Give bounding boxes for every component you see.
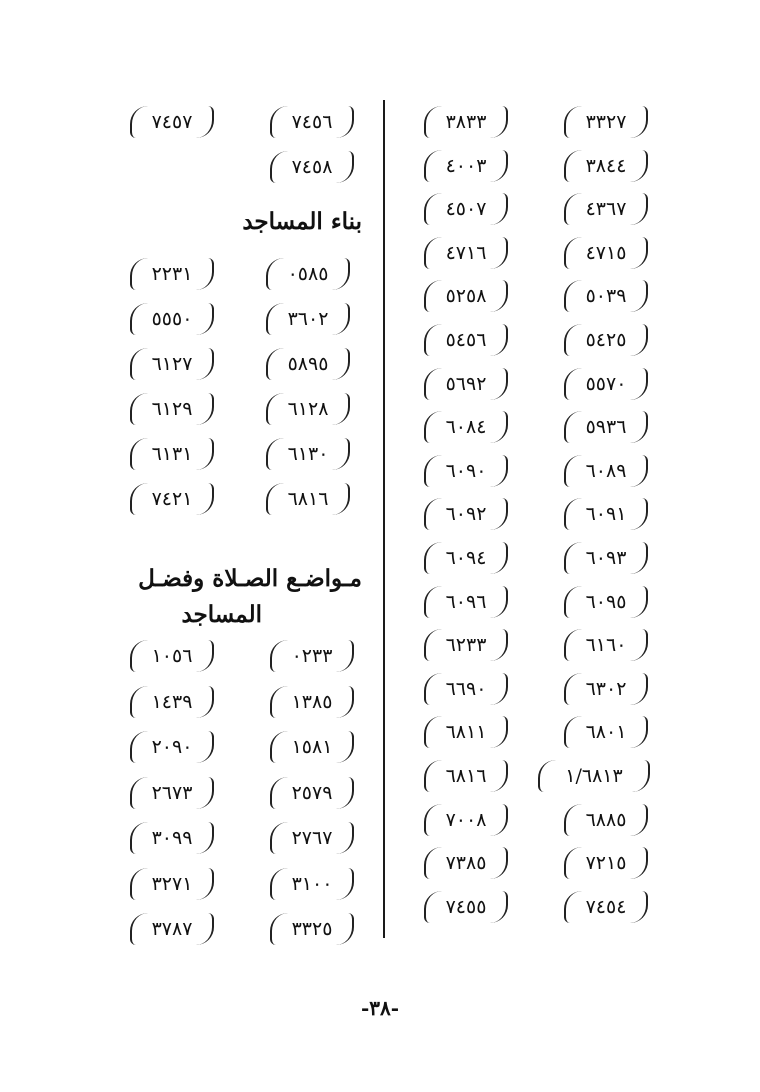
index-number: ٦٨١٦: [266, 483, 350, 515]
index-number: ٧٠٠٨: [424, 804, 508, 836]
index-number: ٢٦٧٣: [130, 777, 214, 809]
index-number: ١٥٨١: [270, 731, 354, 763]
index-row: [412, 411, 652, 455]
index-row: [130, 303, 360, 348]
index-number: ٦١٣١: [130, 438, 214, 470]
index-row: [130, 686, 360, 732]
index-row: [412, 716, 652, 760]
index-number: ٦١٢٧: [130, 348, 214, 380]
section-title-prayer-places-line1: مـواضـع الصـلاة وفضـل: [138, 565, 362, 592]
index-number: ٦٠٩٠: [424, 455, 508, 487]
index-number: ٥٤٥٦: [424, 324, 508, 356]
index-number: ٧٤٥٧: [130, 106, 214, 138]
index-number: ٦١٦٠: [564, 629, 648, 661]
index-number: ٣٨٣٣: [424, 106, 508, 138]
index-row: [130, 868, 360, 914]
index-number: ٠٢٣٣: [270, 640, 354, 672]
index-number: ٧٤٢١: [130, 483, 214, 515]
index-number: ٣٣٢٧: [564, 106, 648, 138]
index-row: [412, 324, 652, 368]
index-number: ٧٢١٥: [564, 847, 648, 879]
column-divider: [383, 100, 385, 938]
index-number: ٢٧٦٧: [270, 822, 354, 854]
index-number: ٦٠٩٦: [424, 586, 508, 618]
index-number: ٦٦٩٠: [424, 673, 508, 705]
index-number: ٣٠٩٩: [130, 822, 214, 854]
index-number: ١٣٨٥: [270, 686, 354, 718]
index-row: [412, 237, 652, 281]
section1-list: [130, 258, 360, 528]
index-number: ٦٠٩٤: [424, 542, 508, 574]
index-number: ٦٠٩٣: [564, 542, 648, 574]
index-number: ٣٢٧١: [130, 868, 214, 900]
index-number: ٦١٢٩: [130, 393, 214, 425]
index-row: [412, 498, 652, 542]
index-number: ٤٠٠٣: [424, 150, 508, 182]
index-number: ٦٠٩٥: [564, 586, 648, 618]
index-number: ٦٣٠٢: [564, 673, 648, 705]
index-number: ٣٦٠٢: [266, 303, 350, 335]
index-row: [412, 150, 652, 194]
section-title-building-mosques: بناء المساجد: [242, 208, 362, 235]
index-row: [412, 542, 652, 586]
index-number: ٦٨٠١: [564, 716, 648, 748]
index-number: ٥٥٥٠: [130, 303, 214, 335]
index-row: [412, 760, 652, 804]
index-number: ٧٣٨٥: [424, 847, 508, 879]
index-number: ٢٢٣١: [130, 258, 214, 290]
index-number: ١٤٣٩: [130, 686, 214, 718]
index-row: [130, 151, 360, 196]
index-number: ٥٥٧٠: [564, 368, 648, 400]
index-row: [412, 193, 652, 237]
section2-list: [130, 640, 360, 959]
index-number: ٥٩٣٦: [564, 411, 648, 443]
index-number: ٣٣٢٥: [270, 913, 354, 945]
index-row: [412, 455, 652, 499]
right-column: [412, 106, 652, 934]
index-row: [412, 106, 652, 150]
index-number: ٧٤٥٤: [564, 891, 648, 923]
index-row: [130, 822, 360, 868]
index-number: ١٠٥٦: [130, 640, 214, 672]
index-number: ٤٧١٦: [424, 237, 508, 269]
index-row: [412, 804, 652, 848]
index-row: [412, 368, 652, 412]
index-number: ٦٠٩٢: [424, 498, 508, 530]
index-number: ٦٠٩١: [564, 498, 648, 530]
index-number: ٥٢٥٨: [424, 280, 508, 312]
index-number: ٦٨٨٥: [564, 804, 648, 836]
index-number: ٥٦٩٢: [424, 368, 508, 400]
index-row: [412, 891, 652, 935]
index-number: ٧٤٥٨: [270, 151, 354, 183]
index-row: [130, 731, 360, 777]
index-row: [130, 258, 360, 303]
index-number: ٦٠٨٩: [564, 455, 648, 487]
index-row: [130, 438, 360, 483]
index-number: ٣٨٤٤: [564, 150, 648, 182]
index-row: [130, 913, 360, 959]
index-number: ٦٨١١: [424, 716, 508, 748]
index-number: ٦٢٣٣: [424, 629, 508, 661]
index-row: [130, 777, 360, 823]
index-row: [130, 106, 360, 151]
index-number: ٧٤٥٥: [424, 891, 508, 923]
index-row: [130, 393, 360, 438]
page-number: -٣٨-: [360, 996, 400, 1020]
index-number: ٦١٣٠: [266, 438, 350, 470]
index-row: [130, 640, 360, 686]
index-number: ٤٥٠٧: [424, 193, 508, 225]
index-row: [412, 673, 652, 717]
index-row: [412, 847, 652, 891]
index-number: ٣٧٨٧: [130, 913, 214, 945]
index-number: ٢٠٩٠: [130, 731, 214, 763]
index-number: ٦٨١٦: [424, 760, 508, 792]
index-row: [130, 483, 360, 528]
index-row: [412, 280, 652, 324]
index-number: ٥٨٩٥: [266, 348, 350, 380]
index-number: ٣١٠٠: [270, 868, 354, 900]
index-row: [130, 348, 360, 393]
left-top-list: [130, 106, 360, 196]
index-row: [412, 629, 652, 673]
index-number: ٦٠٨٤: [424, 411, 508, 443]
index-row: [412, 586, 652, 630]
index-number: ١/٦٨١٣: [538, 760, 650, 792]
index-number: ٠٥٨٥: [266, 258, 350, 290]
index-number: ٢٥٧٩: [270, 777, 354, 809]
index-number: ٥٤٢٥: [564, 324, 648, 356]
index-number: ٤٧١٥: [564, 237, 648, 269]
index-number: ٥٠٣٩: [564, 280, 648, 312]
index-number: ٤٣٦٧: [564, 193, 648, 225]
index-number: ٦١٢٨: [266, 393, 350, 425]
index-number: ٧٤٥٦: [270, 106, 354, 138]
section-title-prayer-places-line2: المساجد: [181, 601, 262, 628]
